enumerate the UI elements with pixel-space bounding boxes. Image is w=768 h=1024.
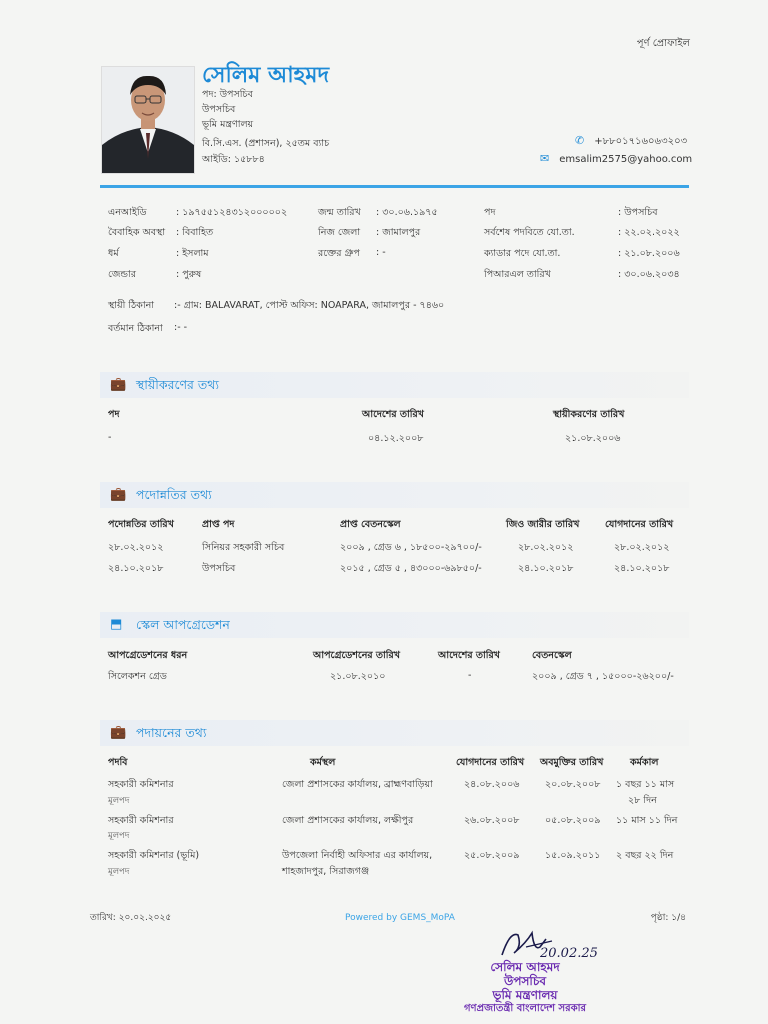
profile-photo (101, 66, 195, 174)
cadre-batch: বি.সি.এস. (প্রশাসন), ২৫তম ব্যাচ (202, 138, 330, 149)
promotion-col-date: পদোন্নতির তারিখ (108, 519, 174, 530)
powered-by: Powered by GEMS_MoPA (345, 913, 455, 923)
full-profile-link[interactable]: পূর্ণ প্রোফাইল (636, 38, 690, 49)
present-address-label: বর্তমান ঠিকানা (108, 323, 163, 334)
posting-r3-place2: শাহজাদপুর, সিরাজগঞ্জ (282, 866, 370, 877)
posting-col-release-date: অবমুক্তির তারিখ (540, 757, 604, 768)
posting-col-post: পদবি (108, 757, 128, 768)
posting-section-header (100, 720, 689, 746)
promotion-col-go-date: জিও জারীর তারিখ (506, 519, 580, 530)
posting-r3-post: সহকারী কমিশনার (ভূমি) (108, 850, 200, 861)
promotion-r1-post: সিনিয়র সহকারী সচিব (202, 542, 285, 553)
present-address-value: :- - (174, 322, 188, 333)
posting-r1-release: ২০.০৮.২০০৮ (545, 779, 601, 790)
scale-col-pay-scale: বেতনস্কেল (532, 650, 572, 661)
stamp-ministry: ভূমি মন্ত্রণালয় (492, 988, 558, 1002)
gender-label: জেন্ডার (108, 269, 136, 280)
posting-r1-sub: মূলপদ (108, 796, 130, 806)
posting-r2-duration: ১১ মাস ১১ দিন (616, 815, 678, 826)
prl-value: : ৩০.০৬.২০৩৪ (618, 269, 680, 280)
confirmation-section-header (100, 372, 689, 398)
posting-r2-release: ০৫.০৮.২০০৯ (545, 815, 601, 826)
promotion-col-scale: প্রাপ্ত বেতনস্কেল (340, 519, 401, 530)
designation-line: পদ: উপসচিব (202, 89, 253, 100)
scale-col-type: আপগ্রেডেশনের ধরন (108, 650, 188, 661)
last-post-join-label: সর্বশেষ পদবিতে যো.তা. (484, 227, 575, 238)
scale-cell-upgrade-date: ২১.০৮.২০১০ (330, 671, 386, 682)
posting-r3-release: ১৫.০৯.২০১১ (545, 850, 601, 861)
posting-r2-post: সহকারী কমিশনার (108, 815, 174, 826)
confirmation-section-title: স্থায়ীকরণের তথ্য (136, 377, 219, 392)
posting-r3-join: ২৫.০৮.২০০৯ (464, 850, 520, 861)
official-stamp (445, 960, 605, 1016)
stamp-designation: উপসচিব (503, 974, 546, 988)
marital-value: : বিবাহিত (176, 227, 214, 238)
scale-section-header (100, 612, 689, 638)
promotion-col-post: প্রাপ্ত পদ (202, 519, 235, 530)
home-district-label: নিজ জেলা (318, 227, 361, 238)
promotion-r1-go-date: ২৮.০২.২০১২ (518, 542, 574, 553)
gender-value: : পুরুষ (176, 269, 202, 280)
phone-icon: ✆ (575, 134, 585, 147)
upgrade-icon: ⬒ (110, 617, 123, 632)
scale-cell-pay-scale: ২০০৯ , গ্রেড ৭ , ১৫০০০-২৬২০০/- (532, 671, 674, 682)
home-district-value: : জামালপুর (376, 227, 421, 238)
posting-r1-place: জেলা প্রশাসকের কার্যালয়, ব্রাহ্মণবাড়িয়া (282, 779, 433, 790)
promotion-r1-date: ২৮.০২.২০১২ (108, 542, 164, 553)
footer-page: পৃষ্ঠা: ১/৪ (650, 913, 686, 923)
posting-col-join-date: যোগদানের তারিখ (456, 757, 525, 768)
scale-col-upgrade-date: আপগ্রেডেশনের তারিখ (313, 650, 400, 661)
religion-value: : ইসলাম (176, 248, 209, 259)
posting-r3-sub: মূলপদ (108, 867, 130, 877)
briefcase-icon: 💼 (110, 725, 127, 740)
phone-number: +৮৮০১৭১৬০৬৩২০৩ (594, 136, 688, 147)
promotion-r2-date: ২৪.১০.২০১৮ (108, 563, 164, 574)
footer-date: তারিখ: ২০.০২.২০২৫ (90, 913, 172, 923)
posting-r1-duration: ১ বছর ১১ মাস (616, 779, 675, 790)
posting-r1-duration2: ২৮ দিন (628, 795, 657, 806)
posting-r2-place: জেলা প্রশাসকের কার্যালয়, লক্ষীপুর (282, 815, 414, 826)
header-divider (100, 185, 689, 188)
promotion-r2-join-date: ২৪.১০.২০১৮ (614, 563, 670, 574)
confirmation-col-order-date: আদেশের তারিখ (362, 409, 424, 420)
posting-r1-post: সহকারী কমিশনার (108, 779, 174, 790)
stamp-government: গণপ্রজাতন্ত্রী বাংলাদেশ সরকার (464, 1003, 586, 1014)
promotion-r2-post: উপসচিব (202, 563, 236, 574)
religion-label: ধর্ম (108, 248, 119, 259)
permanent-address-label: স্থায়ী ঠিকানা (108, 300, 154, 311)
profile-name: সেলিম আহমদ (202, 63, 330, 88)
blood-group-value: : - (376, 247, 386, 258)
promotion-r1-scale: ২০০৯ , গ্রেড ৬ , ১৮৫০০-২৯৭০০/- (340, 542, 482, 553)
marital-label: বৈবাহিক অবস্থা (108, 227, 166, 238)
promotion-r2-scale: ২০১৫ , গ্রেড ৫ , ৪৩০০০-৬৯৮৫০/- (340, 563, 482, 574)
confirmation-cell-order-date: ০৪.১২.২০০৮ (368, 433, 424, 444)
posting-col-workplace: কর্মস্থল (310, 757, 336, 768)
email-icon: ✉ (540, 152, 550, 165)
posting-col-duration: কর্মকাল (630, 757, 659, 768)
scale-section-title: স্কেল আপগ্রেডেশন (136, 617, 230, 632)
promotion-section-title: পদোন্নতির তথ্য (136, 487, 212, 502)
cadre-join-value: : ২১.০৮.২০০৬ (618, 248, 680, 259)
promotion-r1-join-date: ২৮.০২.২০১২ (614, 542, 670, 553)
phone-row (575, 134, 687, 151)
post-value: : উপসচিব (618, 207, 658, 218)
briefcase-icon: 💼 (110, 487, 127, 502)
promotion-section-header (100, 482, 689, 508)
nid-value: : ১৯৭৫৫১২৪৩১২০০০০০২ (176, 207, 288, 218)
post-label: পদ (484, 207, 496, 218)
email-address[interactable]: emsalim2575@yahoo.com (559, 154, 693, 165)
cadre-join-label: ক্যাডার পদে যো.তা. (484, 248, 561, 259)
scale-cell-order-date: - (468, 670, 472, 681)
dob-value: : ৩০.০৬.১৯৭৫ (376, 207, 438, 218)
posting-r2-sub: মূলপদ (108, 831, 130, 841)
signature-date: 20.02.25 (540, 946, 598, 961)
email-row (540, 152, 692, 165)
employee-id: আইডি: ১৫৮৮৪ (202, 154, 265, 165)
stamp-name: সেলিম আহমদ (490, 960, 560, 974)
confirmation-cell-post: - (108, 432, 112, 443)
last-post-join-value: : ২২.০২.২০২২ (618, 227, 680, 238)
posting-r2-join: ২৬.০৮.২০০৮ (464, 815, 520, 826)
confirmation-col-post: পদ (108, 409, 120, 420)
designation: উপসচিব (202, 104, 236, 115)
permanent-address-value: :- গ্রাম: BALAVARAT, পোস্ট অফিস: NOAPARA, জামালপুর - ৭৪৬০ (174, 300, 445, 311)
prl-label: পিআরএল তারিখ (484, 269, 551, 280)
posting-r3-duration: ২ বছর ২২ দিন (616, 850, 674, 861)
scale-col-order-date: আদেশের তারিখ (438, 650, 500, 661)
promotion-col-join-date: যোগদানের তারিখ (605, 519, 674, 530)
confirmation-col-confirm-date: স্থায়ীকরণের তারিখ (553, 409, 625, 420)
promotion-r2-go-date: ২৪.১০.২০১৮ (518, 563, 574, 574)
blood-group-label: রক্তের গ্রুপ (318, 248, 360, 259)
posting-r3-place: উপজেলা নির্বাহী অফিসার এর কার্যালয়, (282, 850, 433, 861)
dob-label: জন্ম তারিখ (318, 207, 361, 218)
posting-section-title: পদায়নের তথ্য (136, 725, 207, 740)
posting-r1-join: ২৪.০৮.২০০৬ (464, 779, 520, 790)
ministry: ভূমি মন্ত্রণালয় (202, 119, 254, 130)
confirmation-cell-confirm-date: ২১.০৮.২০০৬ (565, 433, 621, 444)
scale-cell-type: সিলেকশন গ্রেড (108, 671, 167, 682)
nid-label: এনআইডি (108, 207, 147, 218)
briefcase-icon: 💼 (110, 377, 127, 392)
